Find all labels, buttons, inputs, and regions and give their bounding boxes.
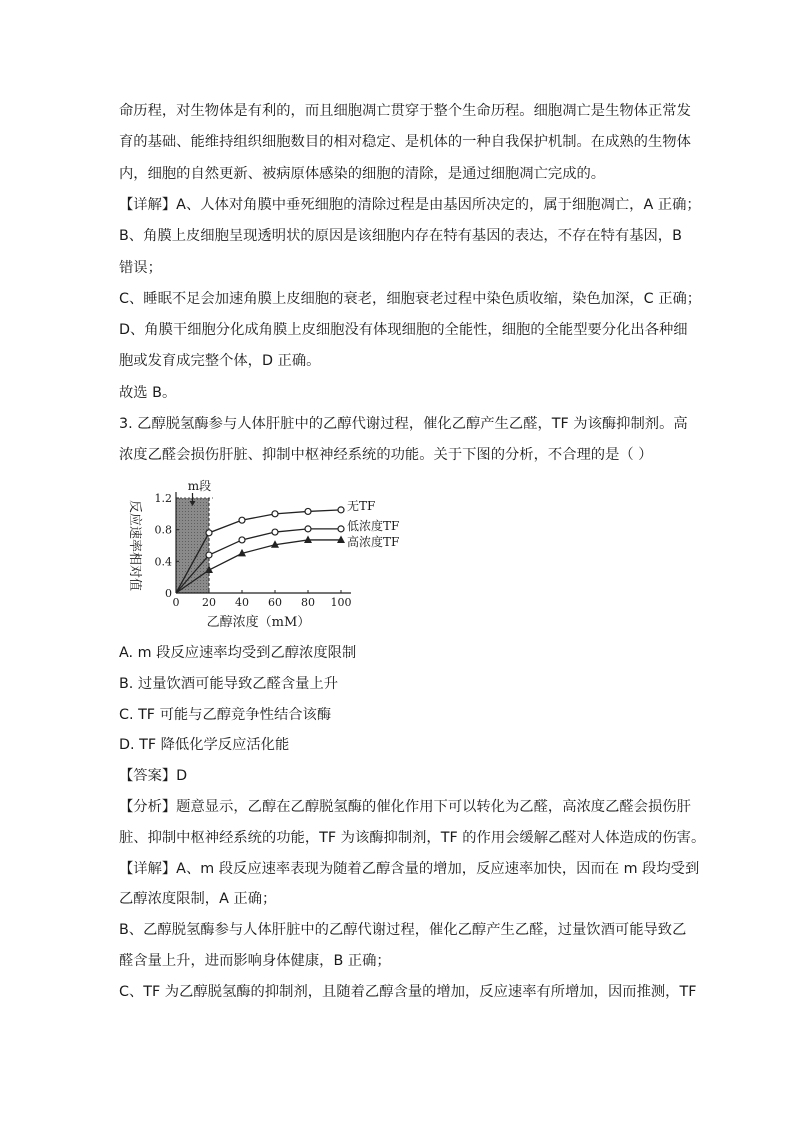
text-line: 脏、抑制中枢神经系统的功能，TF 为该酶抑制剂，TF 的作用会缓解乙醛对人体造成的伤害。 [119,829,706,846]
y-tick-label: 0.8 [154,523,172,537]
text-line: 醛含量上升，进而影响身体健康，B 正确； [119,953,391,969]
series-point [239,517,245,523]
series-point [206,530,212,536]
m-region-label: m段 [187,479,212,493]
series-point [305,526,311,532]
text-line: D. TF 降低化学反应活化能 [119,737,290,754]
x-axis-label: 乙醇浓度（mM） [206,615,311,630]
text-line: C. TF 可能与乙醇竞争性结合该酶 [119,706,332,723]
text-line: 育的基础、能维持组织细胞数目的相对稳定、是机体的一种自我保护机制。在成熟的生物体 [119,134,691,151]
series-point [338,507,344,513]
y-tick-label: 0 [165,587,172,600]
x-tick-label: 100 [330,596,352,609]
text-line: C、睡眠不足会加速角膜上皮细胞的衰老，细胞衰老过程中染色质收缩，染色加深，C 正确； [119,290,702,307]
series-point [305,508,311,514]
x-tick-label: 0 [172,596,180,609]
x-tick-label: 60 [268,596,282,609]
y-axis-label: 反应速率相对值 [127,499,142,592]
rate-chart-figure [119,478,400,634]
text-line: 【分析】题意显示，乙醇在乙醇脱氢酶的催化作用下可以转化为乙醛，高浓度乙醛会损伤肝 [119,799,691,815]
series-label: 低浓度TF [347,518,400,533]
text-line: B、乙醇脱氢酶参与人体肝脏中的乙醇代谢过程，催化乙醇产生乙醛，过量饮酒可能导致乙 [119,922,687,939]
series-point [338,526,344,532]
y-tick-label: 1.2 [154,492,172,505]
y-tick-label: 0.4 [154,555,172,569]
text-line: 胞或发育成完整个体，D 正确。 [119,353,321,370]
series-point [304,535,312,543]
text-line: 【答案】D [119,768,188,785]
text-line: 【详解】A、人体对角膜中垂死细胞的清除过程是由基因所决定的，属于细胞凋亡，A 正确； [119,196,701,213]
text-line: 【详解】A、m 段反应速率表现为随着乙醇含量的增加，反应速率加快，因而在 m 段均受到 [119,860,700,877]
x-tick-label: 40 [235,596,249,609]
text-line: B. 过量饮酒可能导致乙醛含量上升 [119,675,339,692]
text-line: 命历程，对生物体是有利的，而且细胞凋亡贯穿于整个生命历程。细胞凋亡是生物体正常发 [119,103,691,119]
series-point [337,535,345,543]
series-point [272,529,278,535]
text-line: 浓度乙醛会损伤肝脏、抑制中枢神经系统的功能。关于下图的分析，不合理的是（ ） [119,447,653,464]
text-line: C、TF 为乙醇脱氢酶的抑制剂，且随着乙醇含量的增加，反应速率有所增加，因而推测，TF [119,983,697,1000]
rate-chart [119,478,400,634]
x-tick-label: 20 [202,596,216,609]
series-point [272,511,278,517]
series-label: 无TF [347,498,376,513]
series-point [206,552,212,558]
text-line: 错误； [119,259,162,276]
text-line: 3. 乙醇脱氢酶参与人体肝脏中的乙醇代谢过程，催化乙醇产生乙醛，TF 为该酶抑制剂。高 [119,416,688,432]
text-line: B、角膜上皮细胞呈现透明状的原因是该细胞内存在特有基因的表达，不存在特有基因，B [119,228,682,245]
text-line: A. m 段反应速率均受到乙醇浓度限制 [119,645,357,661]
text-line: 乙醇浓度限制，A 正确； [119,891,277,908]
series-label: 高浓度TF [347,534,400,549]
text-line: D、角膜干细胞分化成角膜上皮细胞没有体现细胞的全能性，细胞的全能型要分化出各种细 [119,322,688,339]
x-tick-label: 80 [301,596,315,609]
text-line: 故选 B。 [119,384,177,401]
series-point [239,537,245,543]
text-line: 内，细胞的自然更新、被病原体感染的细胞的清除，是通过细胞凋亡完成的。 [119,165,606,182]
m-region-shade [176,498,209,593]
